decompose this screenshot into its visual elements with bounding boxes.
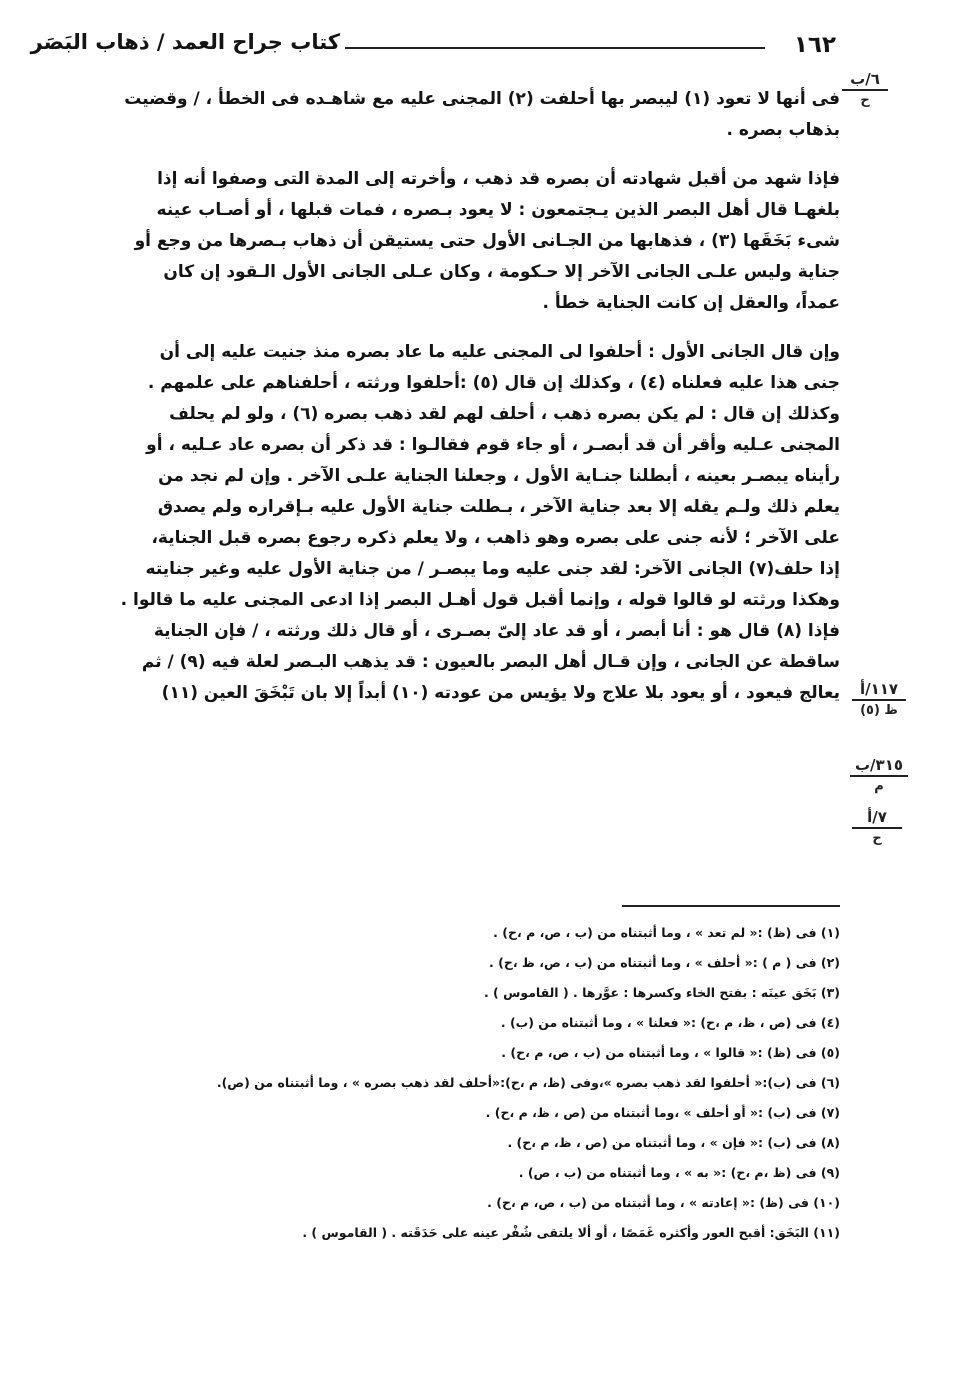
margin-ref-ms: ح (872, 831, 882, 846)
text-line: بلغهـا قال أهل البصر الذين يـجتمعون : لا يعود بـصره ، فمات قبلها ، أو أصـاب عينه (156, 200, 840, 220)
text-line: ساقطة عن الجانى ، وإن قـال أهل البصر بالعيون : قد يذهب البـصر لعلة فيه (٩) / ثم (141, 652, 840, 672)
paragraph (72, 337, 840, 709)
text-line: فإذا (٨) قال هو : أنا أبصر ، أو قد عاد إلىّ بصـرى ، أو قال ذلك ورثته ، / فإن الجناية (153, 621, 840, 641)
text-line: على الآخر ؛ لأنه جنى على بصره وهو ذاهب ، ولا يعلم ذكره رجوع بصره قبل الجناية، (151, 528, 840, 548)
margin-ref-ms: م (874, 779, 884, 794)
text-line: وإن قال الجانى الأول : أحلفوا لى المجنى عليه ما عاد بصره منذ جنيت عليه إلى أن (159, 342, 840, 362)
text-line: جناية وليس علـى الجانى الآخر إلا حـكومة ، وكان عـلى الجانى الأول الـقود إن كان (163, 262, 840, 282)
text-line: وكذلك إن قال : لم يكن بصره ذهب ، أحلف لهم لقد ذهب بصره (٦) ، ولو لم يحلف (169, 404, 840, 424)
margin-ref-2 (852, 680, 906, 718)
margin-ref-folio: ١١٧/أ (859, 680, 899, 698)
paragraph (72, 164, 840, 319)
text-line: المجنى عـليه وأقر أن قد أبصـر ، أو جاء قوم فقالـوا : قد ذكر أن بصره عاد عـليه ، أو (146, 435, 840, 455)
footnote: (٢) فى ( م ) :« أحلف » ، وما أثبتناه من (ب ، ص، ظ ،ح) . (489, 955, 840, 970)
margin-ref-bar (850, 775, 908, 777)
text-line: شىء بَخَقَها (٣) ، فذهابها من الجـانى الأول حتى يستيقن أن ذهاب بـصرها من وجع أو (134, 231, 840, 251)
footnote: (٣) بَخَق عينَه : بفتح الخاء وكسرها : عوَّرها . ( القاموس ) . (483, 985, 840, 1000)
footnote: (٧) فى (ب) :« أو أحلف » ،وما أثبتناه من (ص ، ظ، م ،ح) . (485, 1105, 840, 1120)
running-title: كتاب جراح العمد / ذهاب البَصَر (30, 30, 340, 54)
footnote: (٨) فى (ب) :« فإن » ، وما أثبتناه من (ص ، ظ، م ،ح) . (507, 1135, 840, 1150)
footnote: (٩) فى (ظ ،م ،ح) :« به » ، وما أثبتناه من (ب ، ص) . (518, 1165, 840, 1180)
margin-ref-bar (852, 699, 906, 701)
footnote: (٦) فى (ب):« أحلفوا لقد ذهب بصره »،وفى (ظ، م ،ح):«أحلف لقد ذهب بصره » ، وما أثبتناه من (ص). (216, 1075, 840, 1090)
margin-ref-bar (842, 89, 888, 91)
margin-ref-1 (842, 70, 888, 108)
footnote: (١) فى (ظ) :« لم تعد » ، وما أثبتناه من (ب ، ص، م ،ح) . (493, 925, 840, 940)
footnote: (٥) فى (ظ) :« قالوا » ، وما أثبتناه من (ب ، ص، م ،ح) . (501, 1045, 840, 1060)
text-line: يعلم ذلك ولـم يقله إلا بعد جناية الآخر ، بـطلت جناية الأول عليه بـإقراره ولم يصدق (157, 497, 840, 517)
margin-ref-ms: ظ (٥) (860, 703, 898, 718)
margin-ref-folio: ٧/أ (867, 808, 887, 826)
page-number: ١٦٢ (793, 32, 836, 58)
text-line: إذا حلف(٧) الجانى الآخر: لقد جنى عليه وما يبصـر / من جناية الأول عليه وغير جنايته (145, 559, 840, 579)
text-line: يعالج فيعود ، أو يعود بلا علاج ولا يؤيس من عودته (١٠) أبداً إلا بان تَبْخَقَ العين (١١) (161, 683, 840, 703)
text-line: وهكذا ورثته لو قالوا قوله ، وإنما أقبل قول أهـل البصر إذا ادعى المجنى عليه ما قالوا . (120, 590, 840, 610)
text-line: فى أنها لا تعود (١) ليبصر بها أحلفت (٢) المجنى عليه مع شاهـده فى الخطأ ، / وقضيت (124, 89, 840, 109)
text-line: فإذا شهد من أقبل شهادته أن بصره قد ذهب ، وأخرته إلى المدة التى وصفوا أنه إذا (157, 169, 840, 189)
footnotes (90, 918, 840, 1248)
margin-ref-folio: ٦/ب (850, 70, 880, 88)
footnote: (١١) البَخَق: أقبح العور وأكثره غَمَصًا ، أو ألا يلتقى شُفْر عينه على حَدَقَته . ( القاموس ) . (302, 1225, 840, 1240)
margin-ref-4 (852, 808, 902, 846)
text-line: رأيناه يبصـر بعينه ، أبطلنا جنـاية الأول ، وجعلنا الجناية علـى الآخر . وإن لم نجد من (158, 466, 840, 486)
margin-ref-3 (850, 756, 908, 794)
margin-ref-ms: ح (860, 93, 870, 108)
header-rule (345, 47, 765, 49)
main-text (72, 84, 840, 709)
margin-ref-folio: ٣١٥/ب (854, 756, 904, 774)
text-line: بذهاب بصره . (726, 120, 840, 140)
footnote: (٤) فى (ص ، ظ، م ،ح) :« فعلنا » ، وما أثبتناه من (ب) . (500, 1015, 840, 1030)
footnote-rule (622, 905, 840, 907)
paragraph (72, 84, 840, 146)
footnote: (١٠) فى (ظ) :« إعادته » ، وما أثبتناه من (ب ، ص، م ،ح) . (487, 1195, 840, 1210)
margin-ref-bar (852, 827, 902, 829)
text-line: عمداً، والعقل إن كانت الجناية خطأ . (542, 293, 840, 313)
text-line: جنى هذا عليه فعلناه (٤) ، وكذلك إن قال (٥) :أحلفوا ورثته ، أحلفناهم على علمهم . (147, 373, 840, 393)
